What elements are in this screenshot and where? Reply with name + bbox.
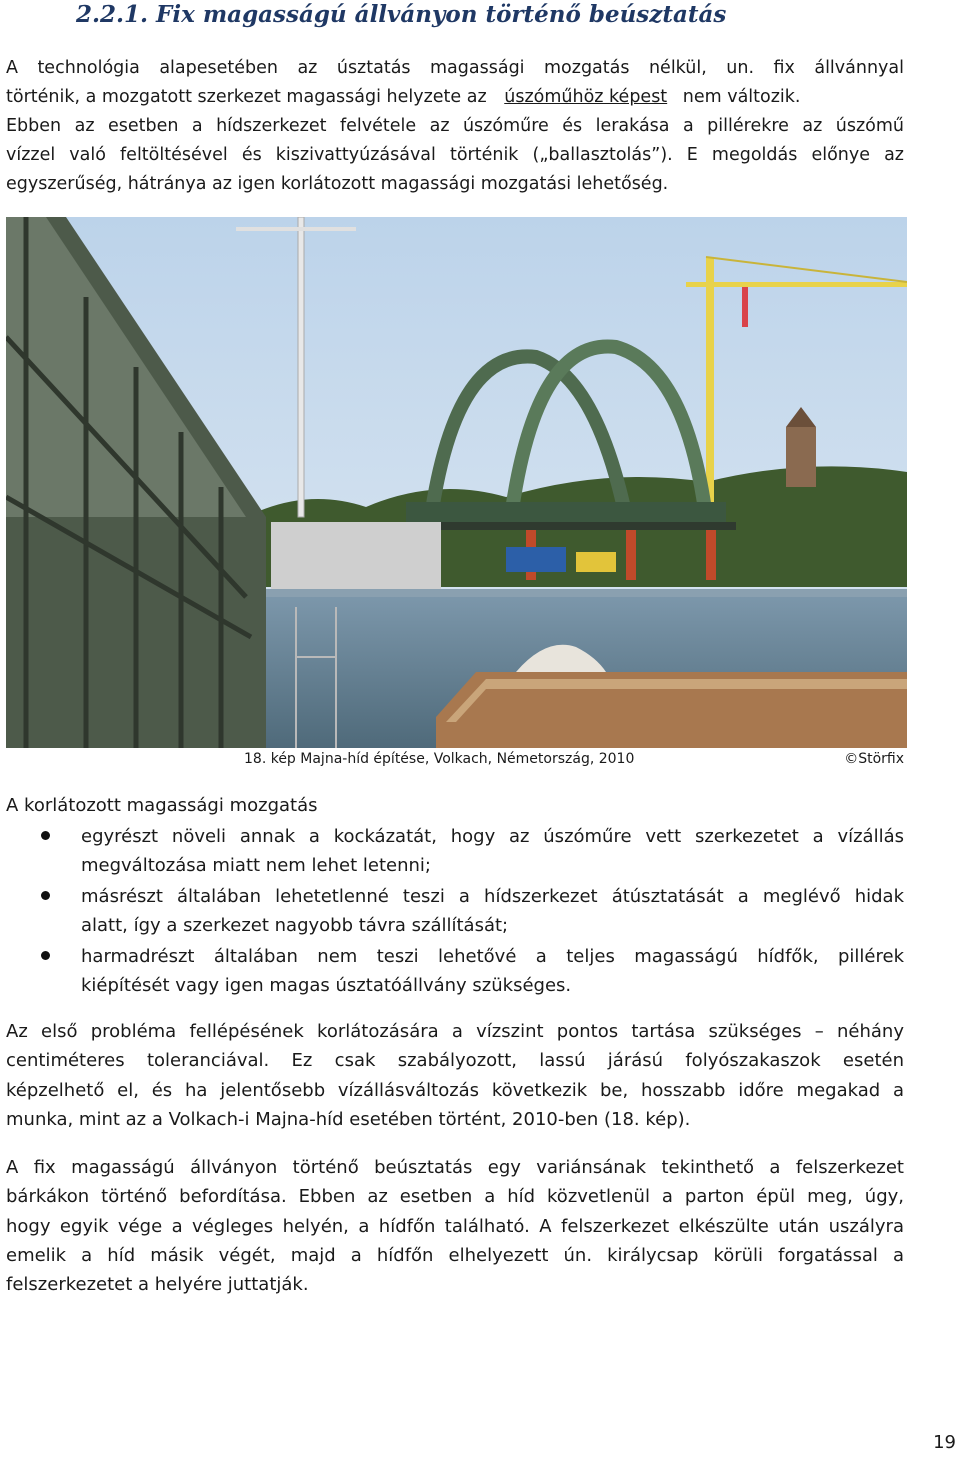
figure-caption: 18. kép Majna-híd építése, Volkach, Németország, 2010 bbox=[244, 751, 635, 767]
text-line: vízzel való feltöltésével és kiszivattyúzásával történik („ballasztolás”). E megoldás előnye az bbox=[6, 145, 904, 165]
body-paragraph bbox=[6, 1153, 904, 1299]
text-line: alatt, így a szerkezet nagyobb távra szállítását; bbox=[81, 915, 509, 936]
text-line: egyrészt növeli annak a kockázatát, hogy az úszóműre vett szerkezetet a vízállás bbox=[81, 826, 904, 847]
text-line: A technológia alapesetében az úsztatás magassági mozgatás nélkül, un. fix állvánnyal bbox=[6, 58, 904, 78]
text-line: képzelhető el, és ha jelentősebb vízállásváltozás következik be, hosszabb időre megakad a bbox=[6, 1079, 904, 1101]
bullet-icon bbox=[41, 831, 50, 840]
bullet-icon bbox=[41, 891, 50, 900]
intro-paragraph bbox=[6, 54, 904, 199]
text-fragment: nem változik. bbox=[682, 87, 801, 107]
list-item bbox=[0, 882, 904, 940]
text-fragment: történik, a mozgatott szerkezet magassági helyzete az bbox=[6, 87, 487, 107]
bullet-list bbox=[0, 822, 904, 1002]
text-line: Az első probléma fellépésének korlátozására a vízszint pontos tartása szükséges – néhány bbox=[6, 1021, 904, 1042]
list-item bbox=[0, 942, 904, 1000]
text-line: harmadrészt általában nem teszi lehetővé a teljes magasságú hídfők, pillérek bbox=[81, 946, 904, 967]
text-line: Ebben az esetben a hídszerkezet felvétele az úszóműre és lerakása a pillérekre az úszómű bbox=[6, 116, 904, 136]
text-line: másrészt általában lehetetlenné teszi a hídszerkezet átúsztatását a meglévő hidak bbox=[81, 886, 904, 907]
text-line: bárkákon történő befordítása. Ebben az esetben a híd közvetlenül a parton épül meg, úgy, bbox=[6, 1186, 904, 1208]
text-line: munka, mint az a Volkach-i Majna-híd esetében történt, 2010-ben (18. kép). bbox=[6, 1108, 691, 1130]
text-line: felszerkezetet a helyére juttatják. bbox=[6, 1274, 309, 1296]
bridge-construction-photo bbox=[6, 217, 907, 748]
text-line: emelik a híd másik végét, majd a hídfőn elhelyezett ún. királycsap körüli forgatással a bbox=[6, 1244, 904, 1266]
figure-credit: ©Störfix bbox=[844, 751, 904, 767]
text-line: egyszerűség, hátránya az igen korlátozott magassági mozgatási lehetőség. bbox=[6, 174, 669, 194]
text-line: megváltozása miatt nem lehet letenni; bbox=[81, 855, 431, 876]
text-line: hogy egyik vége a végleges helyén, a hídfőn található. A felszerkezet elkészülte után uszályra bbox=[6, 1215, 904, 1237]
list-intro: A korlátozott magassági mozgatás bbox=[6, 795, 318, 816]
section-heading: 2.2.1. Fix magasságú állványon történő beúsztatás bbox=[76, 1, 727, 28]
body-paragraph bbox=[6, 1017, 904, 1134]
text-line: kiépítését vagy igen magas úsztatóállvány szükséges. bbox=[81, 975, 572, 996]
bullet-icon bbox=[41, 951, 50, 960]
underlined-phrase: úszóműhöz képest bbox=[504, 87, 668, 107]
text-line: A fix magasságú állványon történő beúsztatás egy variánsának tekinthető a felszerkezet bbox=[6, 1157, 904, 1178]
photo-illustration bbox=[6, 217, 907, 748]
page-number: 19 bbox=[933, 1432, 956, 1453]
text-line: centiméteres toleranciával. Ez csak szabályozott, lassú járású folyószakaszok esetén bbox=[6, 1050, 904, 1072]
text-line bbox=[6, 83, 904, 112]
list-item bbox=[0, 822, 904, 880]
